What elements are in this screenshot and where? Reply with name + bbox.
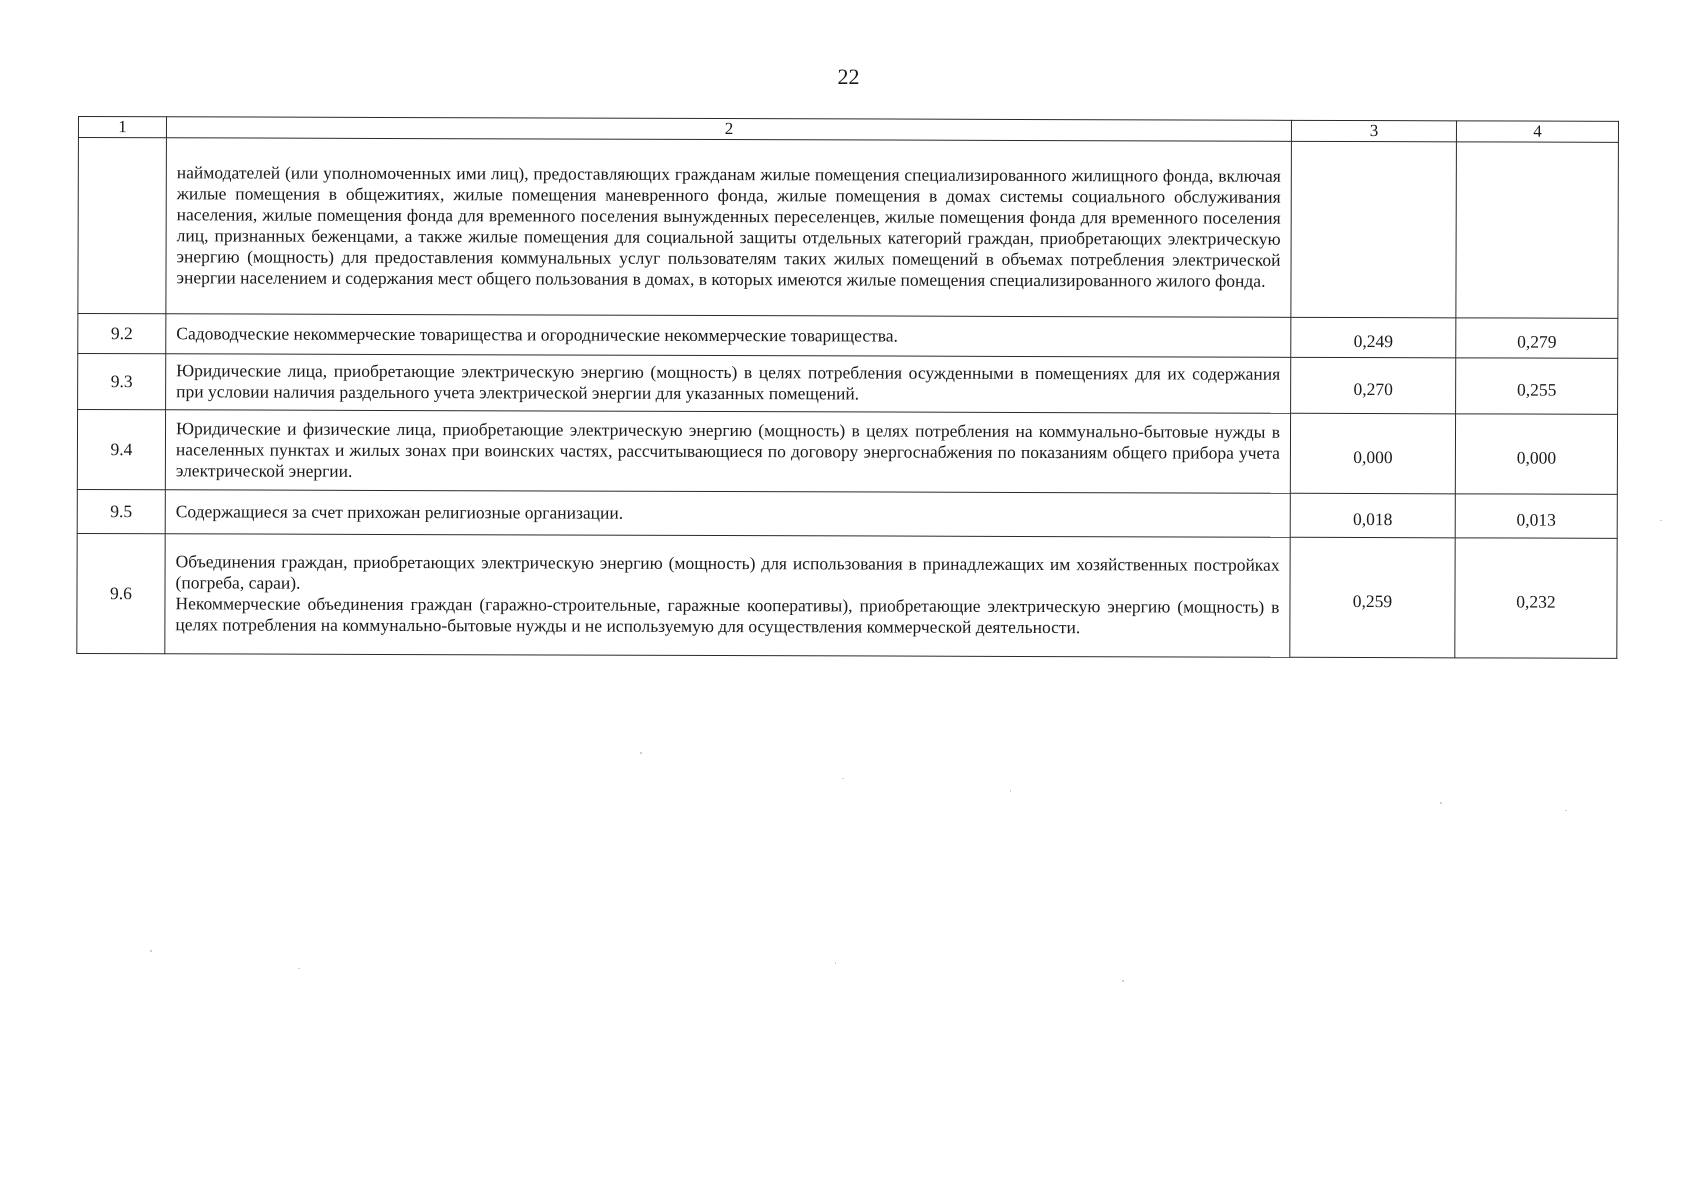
row-value-col3-text: 0,249: [1353, 331, 1394, 352]
row-value-col4-text: 0,000: [1516, 447, 1557, 468]
row-value-col3: [1291, 141, 1457, 318]
scan-speck: [1010, 790, 1011, 792]
row-description: [166, 354, 1291, 414]
scan-speck: [1565, 810, 1567, 811]
scan-speck: [640, 752, 642, 754]
row-value-col3-text: 0,259: [1352, 591, 1393, 612]
scan-speck: [842, 778, 844, 779]
row-value-col4: [1455, 414, 1617, 495]
row-number: 9.3: [78, 354, 166, 410]
header-col-3: 3: [1291, 120, 1456, 142]
header-col-1: 1: [78, 117, 166, 138]
header-col-4: 4: [1456, 121, 1618, 143]
row-description-text: Юридические и физические лица, приобретающие электрическую энергию (мощность) в целях потребления на коммунально-бытовые нужды в населенных пунктах и жилых зонах при воинских частях, рассчитывающиеся по договору энергоснабжения по показаниям общего прибора учета электрической энергии.: [175, 417, 1281, 481]
table-row: [78, 138, 1619, 319]
row-value-col3-text: 0,270: [1353, 379, 1393, 400]
tariff-table-container: [76, 116, 1618, 659]
row-value-col3: [1290, 493, 1455, 538]
row-value-col3: [1290, 537, 1455, 658]
scan-speck: [1440, 802, 1442, 804]
row-value-col4: [1456, 318, 1618, 359]
scan-speck: [298, 968, 300, 969]
table-row: [78, 314, 1618, 359]
row-value-col3: [1290, 413, 1455, 494]
row-description-text: наймодателей (или уполномоченных ими лиц), предоставляющих гражданам жилые помещения специализированного жилищного фонда, включая жилые помещения в общежитиях, жилые помещения маневренного фонда, жилые помещения в домах системы социального обслуживания населения, жилые помещения фонда для временного поселения вынужденных переселенцев, жилые помещения фонда для временного поселения лиц, признанных беженцами, а также жилые помещения для социальной защиты отдельных категорий граждан, приобретающих электрическую энергию (мощность) для предоставления коммунальных услуг пользователям таких жилых помещений в объемах потребления электрической энергии населением и содержания мест общего пользования в домах, в которых имеются жилые помещения специализированного жилого фонда.: [176, 162, 1281, 291]
table-row: [77, 410, 1617, 495]
row-number: 9.5: [77, 489, 165, 533]
row-description-text: Объединения граждан, приобретающих электрическую энергию (мощность) для использования в принадлежащих им хозяйственных постройках (погреба, сараи).: [175, 551, 1280, 593]
row-description: [166, 314, 1291, 358]
row-description-text: Садоводческие некоммерческие товарищества и огороднические некоммерческие товарищества.: [176, 322, 898, 346]
row-value-col3-text: 0,000: [1353, 447, 1393, 468]
header-col-2: 2: [166, 117, 1291, 142]
row-value-col4: [1456, 358, 1618, 415]
row-value-col4-text: 0,013: [1516, 509, 1556, 530]
row-value-col3: [1291, 317, 1456, 358]
row-value-col3-text: 0,018: [1353, 509, 1393, 530]
row-description-text: Некоммерческие объединения граждан (гаражно-строительные, гаражные кооперативы), приобретающие электрическую энергию (мощность) в целях потребления на коммунально-бытовые нужды и не используемую для осуществления коммерческой деятельности.: [175, 593, 1280, 638]
scan-speck: [835, 962, 836, 964]
table-row: [78, 354, 1618, 415]
row-value-col3: [1291, 357, 1456, 414]
tariff-table: [76, 116, 1619, 659]
row-description: [165, 534, 1290, 658]
table-row: [77, 489, 1617, 538]
row-number: [78, 138, 167, 314]
row-value-col4-text: 0,232: [1516, 591, 1556, 612]
row-value-col4: [1456, 142, 1619, 319]
row-description-text: Юридические лица, приобретающие электрическую энергию (мощность) в целях потребления осужденными в помещениях для их содержания при условии наличия раздельного учета электрической энергии для указанных помещений.: [176, 360, 1281, 404]
scan-speck: [150, 950, 152, 952]
row-description-text: Содержащиеся за счет прихожан религиозные организации.: [175, 500, 624, 523]
row-description: [165, 490, 1290, 538]
row-value-col4-text: 0,279: [1517, 331, 1557, 352]
row-number: 9.2: [78, 314, 166, 354]
row-value-col4: [1455, 494, 1617, 539]
row-value-col4-text: 0,255: [1516, 379, 1557, 400]
table-row: [77, 533, 1617, 658]
row-number: 9.4: [77, 410, 165, 490]
row-value-col4: [1455, 538, 1617, 659]
scan-speck: [1660, 520, 1662, 521]
row-description: [166, 138, 1292, 318]
row-number: 9.6: [77, 533, 165, 653]
row-description: [165, 410, 1290, 494]
page-number: 22: [837, 64, 860, 89]
scan-speck: [1122, 980, 1124, 982]
